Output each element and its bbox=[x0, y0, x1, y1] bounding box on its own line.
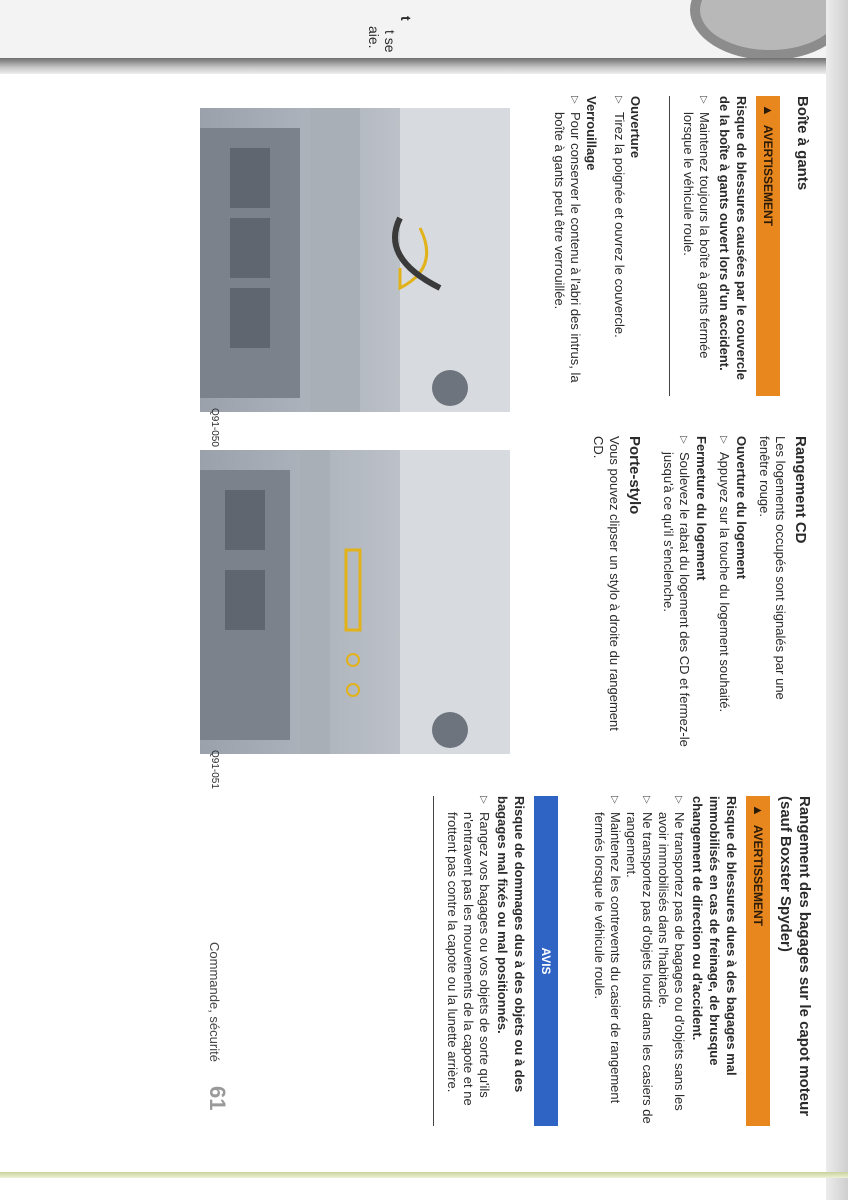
warning-item: ▷ Ne transportez pas de bagages ou d'objets sans les avoir immobilisés dans l'habitacle. bbox=[656, 796, 687, 1111]
warning-item: ▷ Ne transportez pas d'objets lourds dans les casiers de rangement. bbox=[624, 796, 655, 1124]
footer-section-label: Commande, sécurité bbox=[207, 942, 222, 1062]
notice-item: ▷ Rangez vos bagages ou vos objets de sorte qu'ils n'entravent pas les mouvements de la capote et ne frottent pas contre la capote ou la lunette arrière. bbox=[445, 796, 492, 1106]
cd-intro: Les logements occupés sont signalés par une fenêtre rouge. bbox=[757, 436, 788, 700]
previous-page-text bbox=[360, 0, 420, 56]
warning-header bbox=[746, 796, 770, 1126]
warning-item: ▷ Maintenez les contrevents du casier de rangement fermés lorsque le véhicule roule. bbox=[592, 796, 623, 1104]
previous-page-fragment: t bbox=[398, 16, 414, 21]
glovebox-locking bbox=[551, 96, 600, 396]
triangle-bullet-icon: ▷ bbox=[641, 796, 652, 804]
triangle-bullet-icon: ▷ bbox=[718, 436, 729, 444]
glovebox-opening bbox=[611, 96, 644, 396]
triangle-bullet-icon: ▷ bbox=[698, 96, 709, 104]
cd-title: Rangement CD bbox=[792, 436, 809, 544]
cd-close-title: Fermeture du logement bbox=[694, 436, 709, 581]
warning-item: ▷ Maintenez toujours la boîte à gants fermée lorsque le véhicule roule. bbox=[681, 96, 712, 359]
previous-page-fragment: t se bbox=[382, 30, 398, 53]
warning-label: AVERTISSEMENT bbox=[751, 824, 765, 926]
divider bbox=[433, 796, 434, 1126]
photo-code: Q91-050 bbox=[209, 408, 220, 447]
locking-title: Verrouillage bbox=[584, 96, 599, 171]
notice-header: AVIS bbox=[534, 796, 558, 1126]
triangle-bullet-icon: ▷ bbox=[678, 436, 689, 444]
previous-page-fragment: aie. bbox=[366, 26, 382, 49]
cd-storage-photo bbox=[200, 450, 510, 754]
warning-title: Risque de blessures dues à des bagages mal immobilisés en cas de freinage, de brusque changement de direction ou d'accident. bbox=[690, 796, 739, 1076]
cd-open-item: ▷ Appuyez sur la touche du logement souhaité. bbox=[717, 436, 732, 713]
pen-text: Vous pouvez clipser un stylo à droite du rangement CD. bbox=[591, 436, 622, 731]
pen-title: Porte-stylo bbox=[626, 436, 643, 515]
luggage-warning bbox=[591, 796, 770, 1126]
warning-label: AVERTISSEMENT bbox=[761, 124, 775, 226]
page-edge-shadow bbox=[826, 0, 848, 1200]
luggage-notice bbox=[433, 796, 558, 1126]
glovebox-title: Boîte à gants bbox=[794, 96, 811, 191]
glovebox-warning bbox=[669, 96, 780, 396]
warning-title: Risque de blessures causées par le couvercle de la boîte à gants ouvert lors d'un accident. bbox=[717, 96, 749, 380]
opening-item: ▷ Tirez la poignée et ouvrez le couvercle. bbox=[612, 96, 627, 338]
triangle-bullet-icon: ▷ bbox=[478, 796, 489, 804]
triangle-bullet-icon: ▷ bbox=[569, 96, 580, 104]
cd-close-item: ▷ Soulevez le rabat du logement des CD et fermez-le jusqu'à ce qu'il s'enclenche. bbox=[661, 436, 692, 747]
glovebox-photo bbox=[200, 108, 510, 412]
warning-triangle-icon: ▲ bbox=[751, 804, 766, 817]
warning-triangle-icon: ▲ bbox=[761, 104, 776, 117]
luggage-section bbox=[180, 796, 820, 1136]
cd-open-title: Ouverture du logement bbox=[734, 436, 749, 580]
warning-header bbox=[756, 96, 780, 396]
page-number: 61 bbox=[205, 1086, 230, 1111]
notice-title: Risque de dommages dus à des objets ou à des bagages mal fixés ou mal positionnés. bbox=[495, 796, 527, 1093]
opening-title: Ouverture bbox=[628, 96, 643, 159]
triangle-bullet-icon: ▷ bbox=[609, 796, 620, 804]
luggage-title: Rangement des bagages sur le capot moteur (sauf Boxster Spyder) bbox=[777, 796, 813, 1117]
divider bbox=[669, 96, 670, 396]
photo-code: Q91-051 bbox=[209, 750, 220, 789]
manual-page bbox=[180, 96, 820, 1176]
triangle-bullet-icon: ▷ bbox=[613, 96, 624, 104]
triangle-bullet-icon: ▷ bbox=[673, 796, 684, 804]
locking-item: ▷ Pour conserver le contenu à l'abri des intrus, la boîte à gants peut être verrouillée. bbox=[552, 96, 583, 383]
page-fold-shadow bbox=[0, 58, 848, 74]
